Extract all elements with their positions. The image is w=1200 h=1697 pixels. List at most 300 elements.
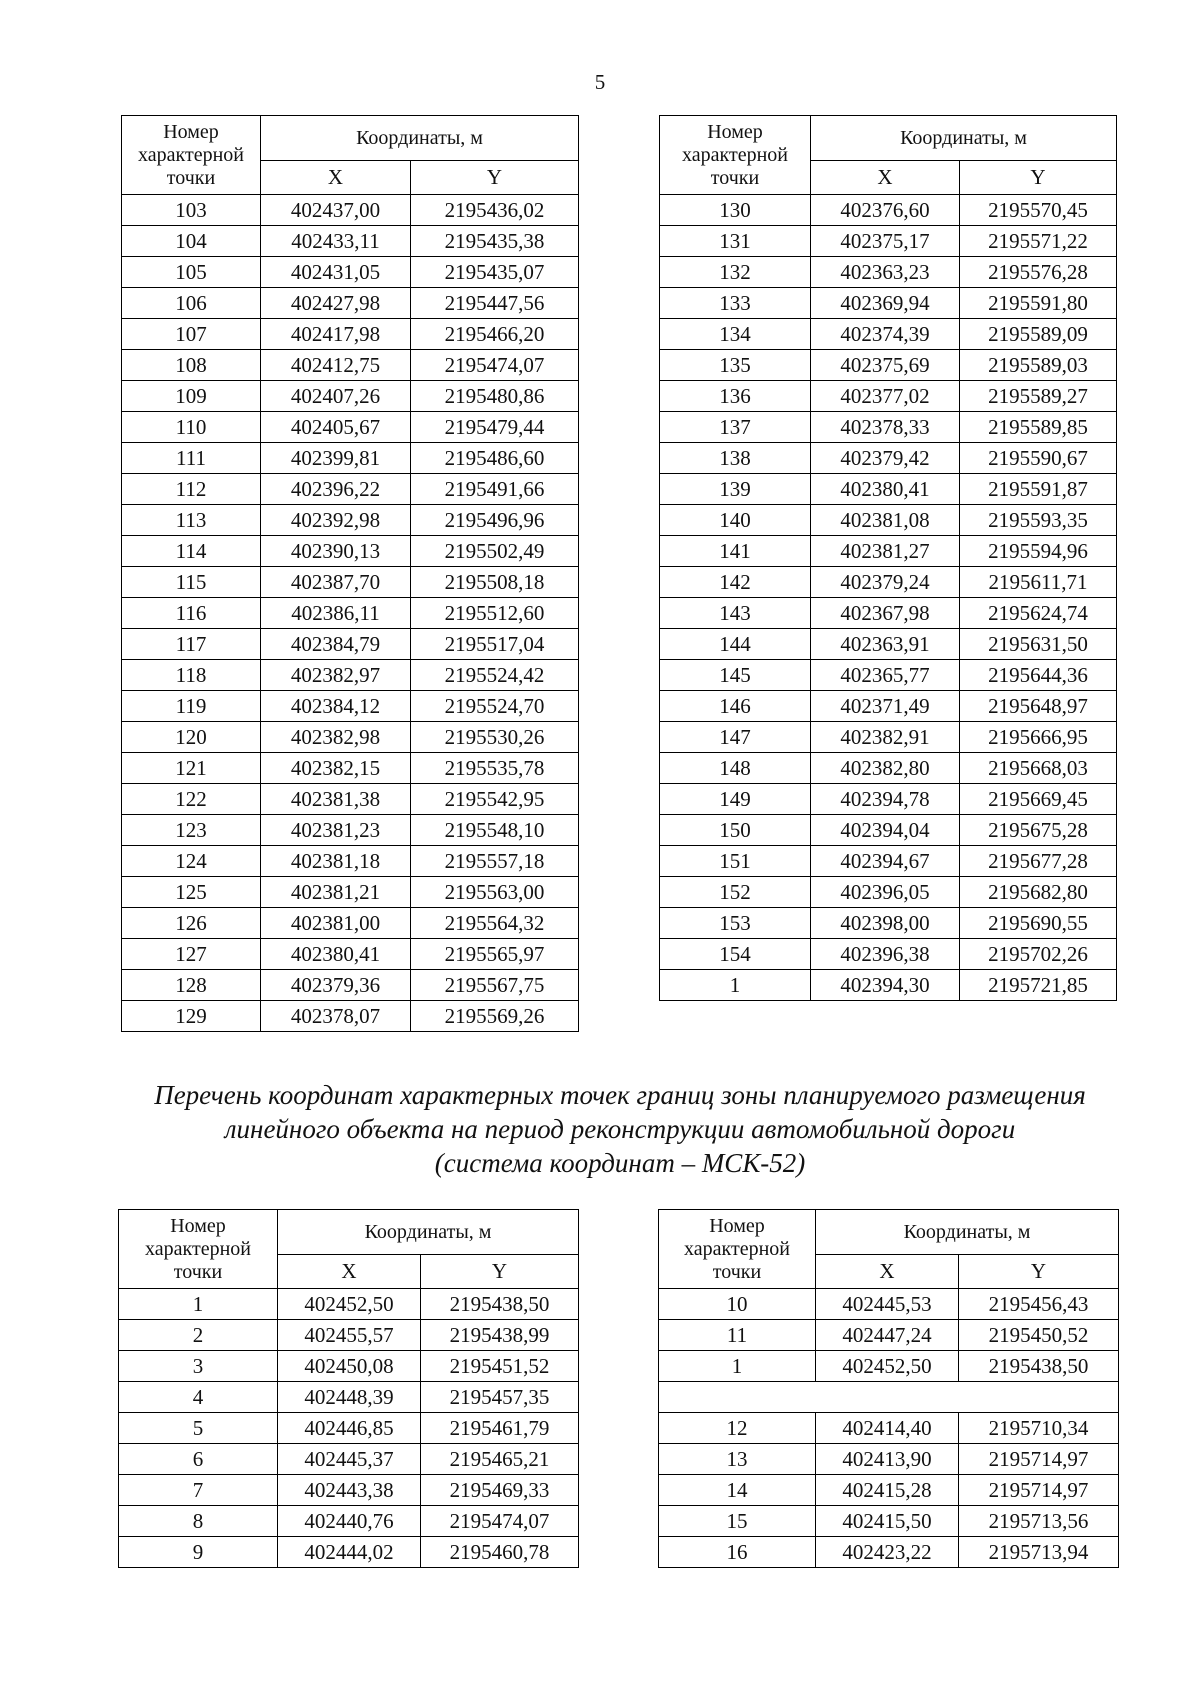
x-cell: 402367,98 xyxy=(811,598,960,629)
table-row xyxy=(659,1289,1119,1320)
x-cell: 402378,33 xyxy=(811,412,960,443)
table-row xyxy=(122,381,579,412)
point-number-cell: 137 xyxy=(660,412,811,443)
table-row xyxy=(122,784,579,815)
x-cell: 402415,28 xyxy=(816,1475,959,1506)
section-title-line: линейного объекта на период реконструкции автомобильной дороги xyxy=(224,1114,1016,1144)
x-cell: 402379,36 xyxy=(261,970,411,1001)
y-cell: 2195594,96 xyxy=(960,536,1117,567)
point-number-cell: 111 xyxy=(122,443,261,474)
table-row xyxy=(119,1475,579,1506)
point-number-cell: 134 xyxy=(660,319,811,350)
y-cell: 2195491,66 xyxy=(411,474,579,505)
y-cell: 2195460,78 xyxy=(421,1537,579,1568)
y-header: Y xyxy=(960,161,1117,195)
coordinates-header: Координаты, м xyxy=(261,116,579,161)
x-cell: 402423,22 xyxy=(816,1537,959,1568)
x-cell: 402396,05 xyxy=(811,877,960,908)
point-number-cell: 1 xyxy=(660,970,811,1001)
y-cell: 2195648,97 xyxy=(960,691,1117,722)
y-cell: 2195517,04 xyxy=(411,629,579,660)
point-number-cell: 115 xyxy=(122,567,261,598)
y-cell: 2195589,85 xyxy=(960,412,1117,443)
y-cell: 2195535,78 xyxy=(411,753,579,784)
table-row xyxy=(660,505,1117,536)
point-number-cell: 149 xyxy=(660,784,811,815)
y-cell: 2195624,74 xyxy=(960,598,1117,629)
table-row xyxy=(119,1289,579,1320)
y-cell: 2195571,22 xyxy=(960,226,1117,257)
y-cell: 2195480,86 xyxy=(411,381,579,412)
y-cell: 2195469,33 xyxy=(421,1475,579,1506)
table-row xyxy=(659,1475,1119,1506)
x-cell: 402445,37 xyxy=(278,1444,421,1475)
table-row xyxy=(119,1537,579,1568)
x-cell: 402448,39 xyxy=(278,1382,421,1413)
table-row xyxy=(660,443,1117,474)
x-cell: 402390,13 xyxy=(261,536,411,567)
table-row xyxy=(660,288,1117,319)
table-row xyxy=(119,1444,579,1475)
x-cell: 402382,91 xyxy=(811,722,960,753)
point-number-cell: 113 xyxy=(122,505,261,536)
x-header: X xyxy=(278,1255,421,1289)
y-cell: 2195512,60 xyxy=(411,598,579,629)
y-cell: 2195589,27 xyxy=(960,381,1117,412)
point-number-cell: 109 xyxy=(122,381,261,412)
point-number-cell: 153 xyxy=(660,908,811,939)
y-cell: 2195589,03 xyxy=(960,350,1117,381)
x-cell: 402455,57 xyxy=(278,1320,421,1351)
x-cell: 402378,07 xyxy=(261,1001,411,1032)
table-row xyxy=(122,939,579,970)
y-cell: 2195438,50 xyxy=(959,1351,1119,1382)
y-cell: 2195570,45 xyxy=(960,195,1117,226)
table-row xyxy=(122,443,579,474)
x-cell: 402363,91 xyxy=(811,629,960,660)
point-number-cell: 145 xyxy=(660,660,811,691)
x-cell: 402375,17 xyxy=(811,226,960,257)
table-row xyxy=(660,195,1117,226)
table-row xyxy=(122,257,579,288)
point-number-cell: 108 xyxy=(122,350,261,381)
x-cell: 402379,42 xyxy=(811,443,960,474)
x-cell: 402433,11 xyxy=(261,226,411,257)
y-cell: 2195564,32 xyxy=(411,908,579,939)
x-cell: 402386,11 xyxy=(261,598,411,629)
x-cell: 402381,23 xyxy=(261,815,411,846)
point-number-cell: 119 xyxy=(122,691,261,722)
y-cell: 2195457,35 xyxy=(421,1382,579,1413)
point-number-cell: 1 xyxy=(659,1351,816,1382)
x-cell: 402379,24 xyxy=(811,567,960,598)
y-cell: 2195714,97 xyxy=(959,1444,1119,1475)
table-row xyxy=(122,319,579,350)
x-cell: 402365,77 xyxy=(811,660,960,691)
x-cell: 402363,23 xyxy=(811,257,960,288)
x-cell: 402452,50 xyxy=(278,1289,421,1320)
table-row xyxy=(122,536,579,567)
coordinates-table-2 xyxy=(659,115,1117,1001)
table-row xyxy=(660,753,1117,784)
point-number-cell: 132 xyxy=(660,257,811,288)
table-row xyxy=(660,381,1117,412)
page-number: 5 xyxy=(594,70,606,94)
y-cell: 2195714,97 xyxy=(959,1475,1119,1506)
table-row xyxy=(660,784,1117,815)
y-cell: 2195447,56 xyxy=(411,288,579,319)
table-row xyxy=(122,288,579,319)
x-cell: 402392,98 xyxy=(261,505,411,536)
coordinates-header: Координаты, м xyxy=(278,1210,579,1255)
section-title xyxy=(0,1078,1200,1180)
point-number-cell: 112 xyxy=(122,474,261,505)
table-row xyxy=(660,226,1117,257)
table-row xyxy=(659,1413,1119,1444)
x-cell: 402444,02 xyxy=(278,1537,421,1568)
y-cell: 2195435,07 xyxy=(411,257,579,288)
x-header: X xyxy=(261,161,411,195)
y-cell: 2195721,85 xyxy=(960,970,1117,1001)
x-cell: 402414,40 xyxy=(816,1413,959,1444)
x-cell: 402443,38 xyxy=(278,1475,421,1506)
x-cell: 402377,02 xyxy=(811,381,960,412)
coordinates-table-4 xyxy=(658,1209,1119,1568)
table-row xyxy=(660,970,1117,1001)
y-cell: 2195702,26 xyxy=(960,939,1117,970)
point-number-cell: 105 xyxy=(122,257,261,288)
table-row xyxy=(122,226,579,257)
y-cell: 2195496,96 xyxy=(411,505,579,536)
table-row xyxy=(659,1444,1119,1475)
y-cell: 2195524,70 xyxy=(411,691,579,722)
table-row xyxy=(122,474,579,505)
point-number-cell: 116 xyxy=(122,598,261,629)
y-cell: 2195690,55 xyxy=(960,908,1117,939)
y-cell: 2195576,28 xyxy=(960,257,1117,288)
table-row xyxy=(122,846,579,877)
point-number-cell: 107 xyxy=(122,319,261,350)
point-number-cell: 136 xyxy=(660,381,811,412)
x-cell: 402394,67 xyxy=(811,846,960,877)
point-number-cell: 126 xyxy=(122,908,261,939)
coordinates-header: Координаты, м xyxy=(816,1210,1119,1255)
table-row xyxy=(122,660,579,691)
x-cell: 402398,00 xyxy=(811,908,960,939)
x-cell: 402380,41 xyxy=(811,474,960,505)
point-number-cell: 125 xyxy=(122,877,261,908)
x-cell: 402396,38 xyxy=(811,939,960,970)
point-number-cell: 104 xyxy=(122,226,261,257)
table-row xyxy=(122,908,579,939)
table-row xyxy=(660,660,1117,691)
point-number-cell: 143 xyxy=(660,598,811,629)
point-number-cell: 4 xyxy=(119,1382,278,1413)
x-cell: 402431,05 xyxy=(261,257,411,288)
point-number-cell: 144 xyxy=(660,629,811,660)
y-cell: 2195451,52 xyxy=(421,1351,579,1382)
table-row xyxy=(660,691,1117,722)
y-cell: 2195563,00 xyxy=(411,877,579,908)
x-header: X xyxy=(811,161,960,195)
x-cell: 402440,76 xyxy=(278,1506,421,1537)
table-row xyxy=(660,598,1117,629)
table-row xyxy=(122,195,579,226)
table-row xyxy=(660,567,1117,598)
point-number-cell: 9 xyxy=(119,1537,278,1568)
y-cell: 2195461,79 xyxy=(421,1413,579,1444)
table-row xyxy=(660,536,1117,567)
point-number-cell: 11 xyxy=(659,1320,816,1351)
point-number-cell: 3 xyxy=(119,1351,278,1382)
table-row xyxy=(660,939,1117,970)
table-row xyxy=(660,629,1117,660)
point-number-cell: 138 xyxy=(660,443,811,474)
point-number-cell: 8 xyxy=(119,1506,278,1537)
y-cell: 2195479,44 xyxy=(411,412,579,443)
point-number-cell: 141 xyxy=(660,536,811,567)
x-cell: 402394,30 xyxy=(811,970,960,1001)
x-cell: 402375,69 xyxy=(811,350,960,381)
table-row xyxy=(122,970,579,1001)
table-row xyxy=(122,567,579,598)
table-row xyxy=(122,1001,579,1032)
table-row xyxy=(122,753,579,784)
y-cell: 2195713,56 xyxy=(959,1506,1119,1537)
table-row xyxy=(122,629,579,660)
y-cell: 2195436,02 xyxy=(411,195,579,226)
point-number-cell: 150 xyxy=(660,815,811,846)
y-cell: 2195713,94 xyxy=(959,1537,1119,1568)
point-number-cell: 154 xyxy=(660,939,811,970)
y-cell: 2195567,75 xyxy=(411,970,579,1001)
x-cell: 402382,98 xyxy=(261,722,411,753)
table-row xyxy=(660,815,1117,846)
table-row xyxy=(119,1382,579,1413)
table-row xyxy=(119,1413,579,1444)
x-cell: 402396,22 xyxy=(261,474,411,505)
x-cell: 402407,26 xyxy=(261,381,411,412)
point-number-cell: 129 xyxy=(122,1001,261,1032)
point-number-cell: 147 xyxy=(660,722,811,753)
table-row xyxy=(119,1506,579,1537)
x-cell: 402374,39 xyxy=(811,319,960,350)
point-number-cell: 133 xyxy=(660,288,811,319)
point-number-cell: 123 xyxy=(122,815,261,846)
coordinates-header: Координаты, м xyxy=(811,116,1117,161)
coordinates-table-1 xyxy=(121,115,579,1032)
point-number-cell: 15 xyxy=(659,1506,816,1537)
point-number-cell: 16 xyxy=(659,1537,816,1568)
x-cell: 402394,78 xyxy=(811,784,960,815)
x-cell: 402381,08 xyxy=(811,505,960,536)
y-cell: 2195591,80 xyxy=(960,288,1117,319)
x-cell: 402384,79 xyxy=(261,629,411,660)
point-number-cell: 140 xyxy=(660,505,811,536)
table-row xyxy=(660,722,1117,753)
y-cell: 2195438,50 xyxy=(421,1289,579,1320)
y-cell: 2195669,45 xyxy=(960,784,1117,815)
y-cell: 2195456,43 xyxy=(959,1289,1119,1320)
point-number-cell: 114 xyxy=(122,536,261,567)
x-cell: 402376,60 xyxy=(811,195,960,226)
table-row xyxy=(660,474,1117,505)
y-cell: 2195438,99 xyxy=(421,1320,579,1351)
table-row xyxy=(122,412,579,443)
table-row xyxy=(659,1320,1119,1351)
point-number-cell: 148 xyxy=(660,753,811,784)
y-cell: 2195611,71 xyxy=(960,567,1117,598)
y-cell: 2195548,10 xyxy=(411,815,579,846)
x-cell: 402450,08 xyxy=(278,1351,421,1382)
y-cell: 2195666,95 xyxy=(960,722,1117,753)
section-title-line: (система координат – МСК-52) xyxy=(434,1148,806,1178)
table-row xyxy=(660,412,1117,443)
y-cell: 2195486,60 xyxy=(411,443,579,474)
point-number-cell: 146 xyxy=(660,691,811,722)
y-cell: 2195668,03 xyxy=(960,753,1117,784)
x-cell: 402381,27 xyxy=(811,536,960,567)
table-row xyxy=(659,1537,1119,1568)
x-cell: 402381,00 xyxy=(261,908,411,939)
point-number-cell: 110 xyxy=(122,412,261,443)
point-number-cell: 2 xyxy=(119,1320,278,1351)
y-cell: 2195465,21 xyxy=(421,1444,579,1475)
point-number-cell: 152 xyxy=(660,877,811,908)
x-cell: 402447,24 xyxy=(816,1320,959,1351)
x-cell: 402413,90 xyxy=(816,1444,959,1475)
point-number-cell: 13 xyxy=(659,1444,816,1475)
table-row xyxy=(122,505,579,536)
y-cell: 2195530,26 xyxy=(411,722,579,753)
y-header: Y xyxy=(421,1255,579,1289)
x-cell: 402387,70 xyxy=(261,567,411,598)
table-row xyxy=(119,1320,579,1351)
y-cell: 2195677,28 xyxy=(960,846,1117,877)
point-number-cell: 135 xyxy=(660,350,811,381)
x-cell: 402405,67 xyxy=(261,412,411,443)
y-cell: 2195524,42 xyxy=(411,660,579,691)
y-cell: 2195565,97 xyxy=(411,939,579,970)
x-cell: 402369,94 xyxy=(811,288,960,319)
y-cell: 2195631,50 xyxy=(960,629,1117,660)
point-number-header: Номер характерной точки xyxy=(659,1210,816,1289)
point-number-cell: 1 xyxy=(119,1289,278,1320)
point-number-cell: 151 xyxy=(660,846,811,877)
y-cell: 2195508,18 xyxy=(411,567,579,598)
x-cell: 402382,97 xyxy=(261,660,411,691)
point-number-cell: 7 xyxy=(119,1475,278,1506)
point-number-cell: 14 xyxy=(659,1475,816,1506)
x-cell: 402445,53 xyxy=(816,1289,959,1320)
point-number-cell: 121 xyxy=(122,753,261,784)
point-number-cell: 128 xyxy=(122,970,261,1001)
point-number-cell: 122 xyxy=(122,784,261,815)
point-number-cell: 142 xyxy=(660,567,811,598)
y-cell: 2195593,35 xyxy=(960,505,1117,536)
point-number-cell: 106 xyxy=(122,288,261,319)
point-number-cell: 5 xyxy=(119,1413,278,1444)
x-cell: 402384,12 xyxy=(261,691,411,722)
x-cell: 402427,98 xyxy=(261,288,411,319)
separator-row xyxy=(659,1382,1119,1413)
x-cell: 402394,04 xyxy=(811,815,960,846)
point-number-cell: 117 xyxy=(122,629,261,660)
table-row xyxy=(660,908,1117,939)
x-cell: 402381,18 xyxy=(261,846,411,877)
point-number-cell: 124 xyxy=(122,846,261,877)
point-number-cell: 6 xyxy=(119,1444,278,1475)
y-cell: 2195474,07 xyxy=(411,350,579,381)
table-row xyxy=(660,846,1117,877)
table-row xyxy=(122,350,579,381)
y-cell: 2195590,67 xyxy=(960,443,1117,474)
y-cell: 2195591,87 xyxy=(960,474,1117,505)
y-cell: 2195644,36 xyxy=(960,660,1117,691)
point-number-cell: 139 xyxy=(660,474,811,505)
y-cell: 2195435,38 xyxy=(411,226,579,257)
section-title-line: Перечень координат характерных точек границ зоны планируемого размещения xyxy=(154,1080,1086,1110)
y-cell: 2195502,49 xyxy=(411,536,579,567)
coordinates-table-3 xyxy=(118,1209,579,1568)
table-row xyxy=(660,877,1117,908)
table-row xyxy=(660,257,1117,288)
separator-cell xyxy=(659,1382,1119,1413)
table-row xyxy=(122,598,579,629)
table-row xyxy=(122,815,579,846)
y-cell: 2195682,80 xyxy=(960,877,1117,908)
table-row xyxy=(122,691,579,722)
point-number-cell: 103 xyxy=(122,195,261,226)
point-number-cell: 120 xyxy=(122,722,261,753)
table-row xyxy=(122,722,579,753)
table-row xyxy=(122,877,579,908)
x-header: X xyxy=(816,1255,959,1289)
point-number-header: Номер характерной точки xyxy=(122,116,261,195)
y-cell: 2195466,20 xyxy=(411,319,579,350)
y-cell: 2195675,28 xyxy=(960,815,1117,846)
x-cell: 402381,21 xyxy=(261,877,411,908)
x-cell: 402380,41 xyxy=(261,939,411,970)
y-cell: 2195569,26 xyxy=(411,1001,579,1032)
x-cell: 402382,15 xyxy=(261,753,411,784)
table-row xyxy=(659,1506,1119,1537)
table-row xyxy=(659,1351,1119,1382)
point-number-cell: 118 xyxy=(122,660,261,691)
x-cell: 402381,38 xyxy=(261,784,411,815)
x-cell: 402415,50 xyxy=(816,1506,959,1537)
y-cell: 2195542,95 xyxy=(411,784,579,815)
table-row xyxy=(660,319,1117,350)
y-header: Y xyxy=(959,1255,1119,1289)
point-number-header: Номер характерной точки xyxy=(660,116,811,195)
table-row xyxy=(660,350,1117,381)
x-cell: 402371,49 xyxy=(811,691,960,722)
table-row xyxy=(119,1351,579,1382)
y-cell: 2195450,52 xyxy=(959,1320,1119,1351)
y-cell: 2195557,18 xyxy=(411,846,579,877)
x-cell: 402437,00 xyxy=(261,195,411,226)
y-cell: 2195474,07 xyxy=(421,1506,579,1537)
x-cell: 402412,75 xyxy=(261,350,411,381)
y-header: Y xyxy=(411,161,579,195)
x-cell: 402452,50 xyxy=(816,1351,959,1382)
y-cell: 2195589,09 xyxy=(960,319,1117,350)
point-number-header: Номер характерной точки xyxy=(119,1210,278,1289)
x-cell: 402399,81 xyxy=(261,443,411,474)
point-number-cell: 127 xyxy=(122,939,261,970)
y-cell: 2195710,34 xyxy=(959,1413,1119,1444)
